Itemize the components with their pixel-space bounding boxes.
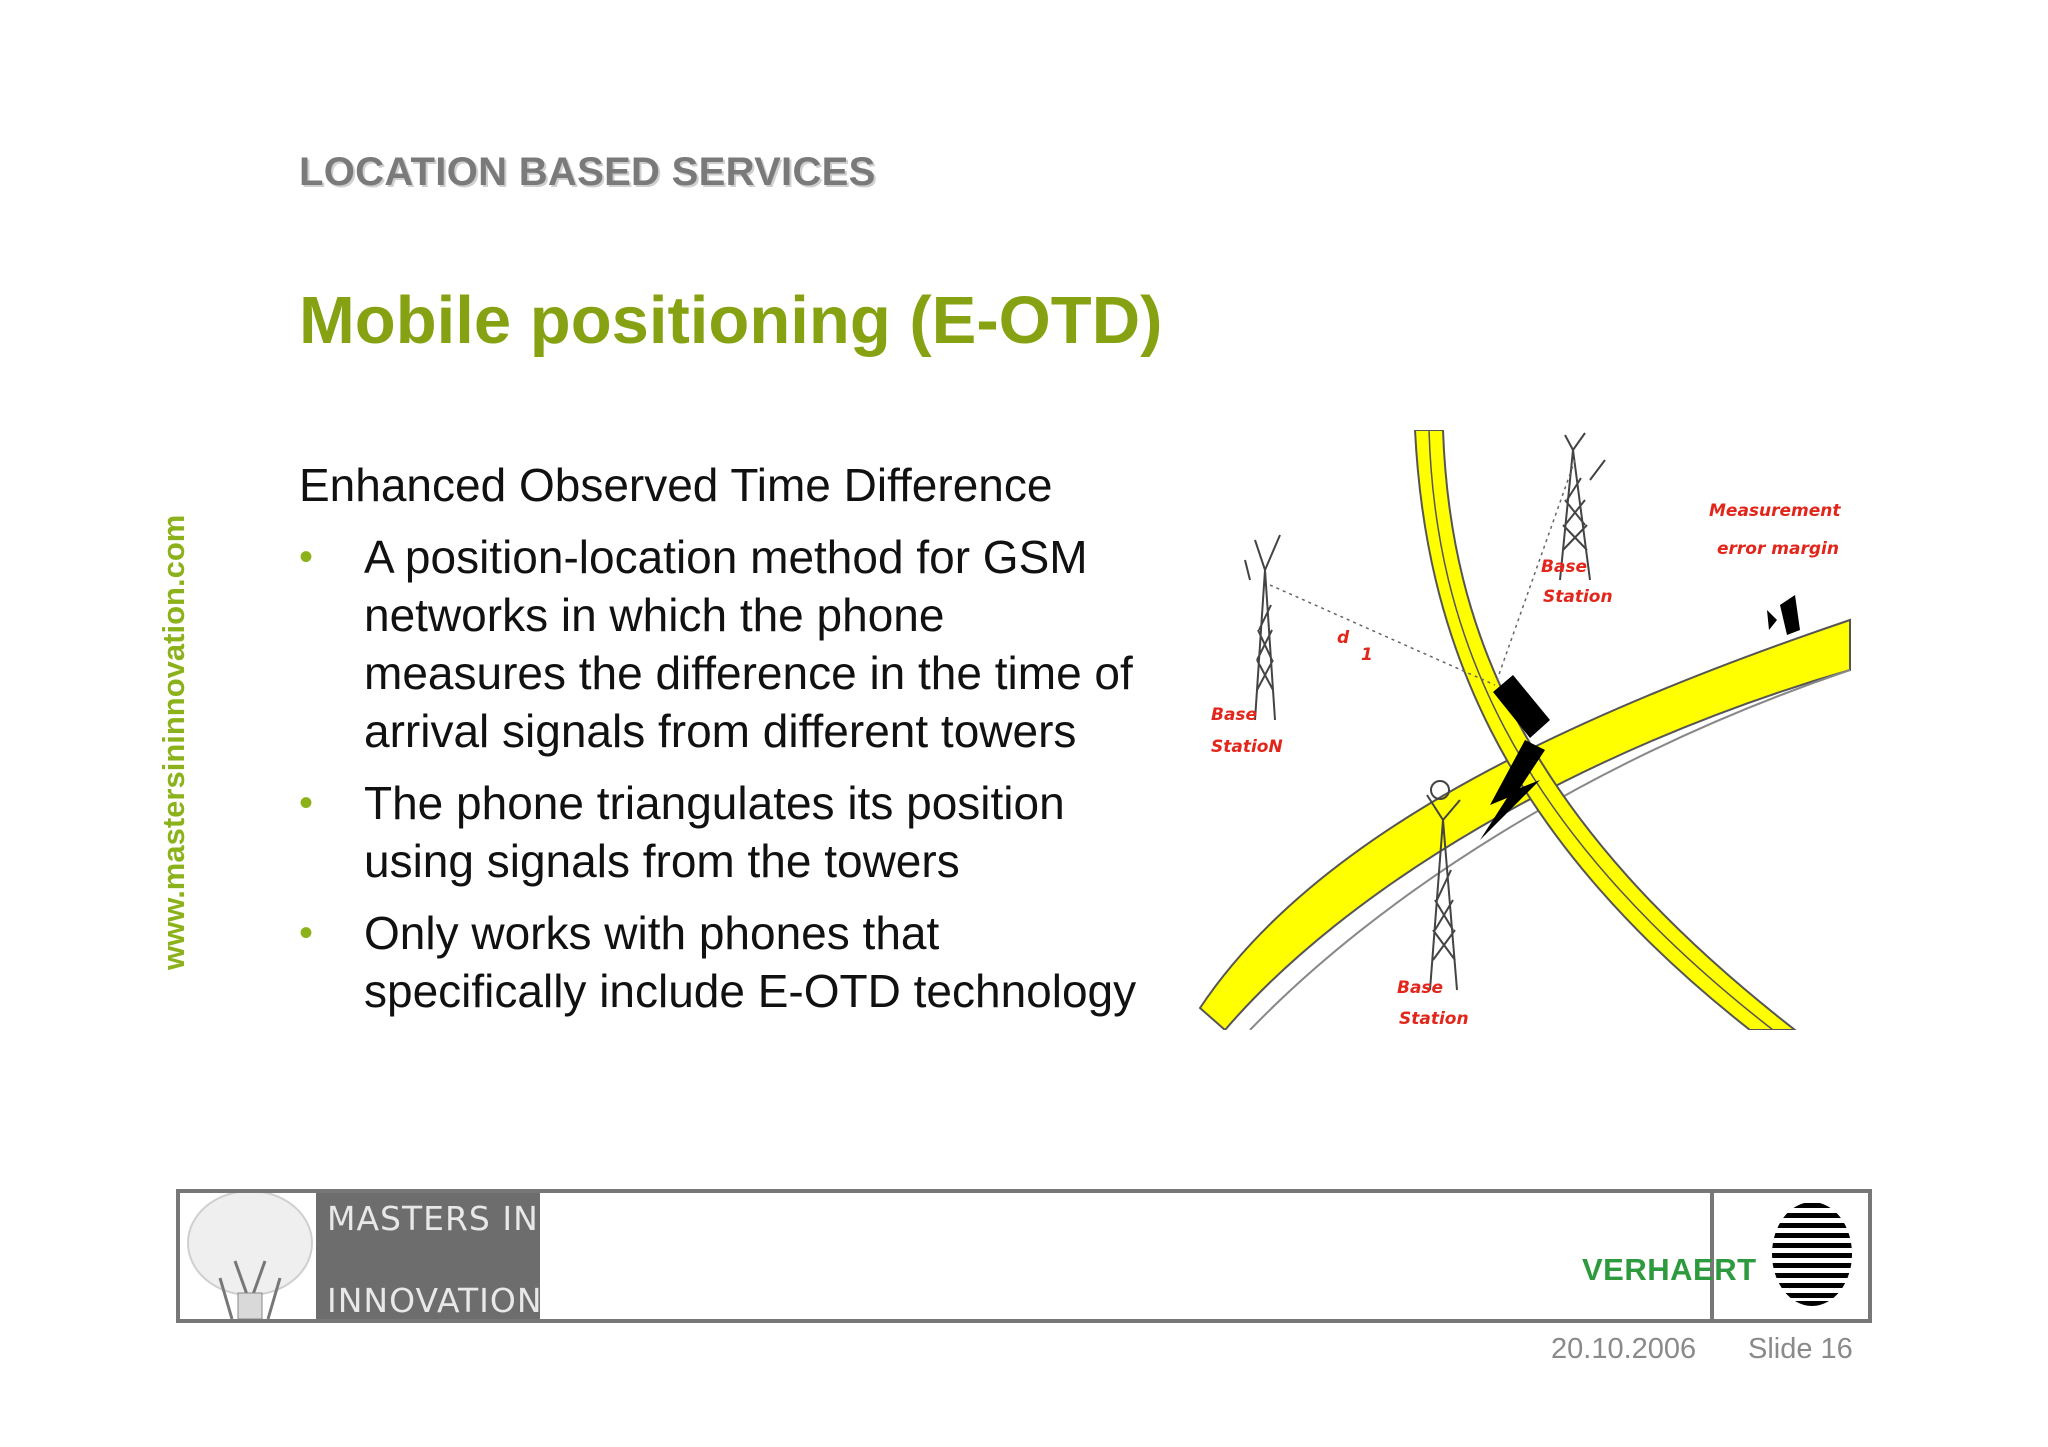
label-bs-left-1: Base: [1211, 705, 1258, 725]
bullet-item: [299, 774, 1159, 890]
slide-number: Slide 16: [1748, 1333, 1853, 1365]
intro-text: Enhanced Observed Time Difference: [299, 459, 1053, 511]
tower-left-icon: [1245, 535, 1280, 720]
label-error-margin: error margin: [1717, 539, 1839, 559]
bullet-item: [299, 528, 1159, 760]
label-one: 1: [1361, 645, 1373, 665]
section-label: LOCATION BASED SERVICES: [299, 150, 876, 194]
label-measurement: Measurement: [1709, 501, 1841, 521]
footer-date: 20.10.2006: [1551, 1333, 1697, 1365]
bullet-text: The phone triangulates its position using signals from the towers: [364, 777, 1065, 887]
bullet-text: Only works with phones that specifically include E-OTD technology: [364, 907, 1137, 1017]
label-bs-left-2: StatioN: [1211, 737, 1283, 757]
lightbulb-icon: [180, 1193, 316, 1319]
masters-in-innovation-logo: [180, 1193, 543, 1320]
signal-band-left-inner: [1250, 670, 1850, 1030]
logo-line-1: MASTERS IN: [327, 1199, 539, 1238]
label-bs-top-1: Base: [1541, 557, 1588, 577]
side-url: www.mastersininnovation.com: [156, 514, 191, 970]
eotd-diagram: [1195, 430, 1855, 1030]
verhaert-logo-text: VERHAERT: [1582, 1252, 1757, 1287]
bullet-icon: •: [299, 535, 314, 579]
label-bs-bottom-2: Station: [1399, 1009, 1469, 1029]
verhaert-logo-icon: [1770, 1199, 1854, 1309]
footer-bar: [176, 1189, 1872, 1323]
bullet-icon: •: [299, 781, 314, 825]
label-bs-bottom-1: Base: [1397, 978, 1444, 998]
logo-line-2: INNOVATION: [327, 1281, 543, 1320]
label-bs-top-2: Station: [1543, 587, 1613, 607]
error-margin-icon: [1767, 595, 1800, 635]
bullet-text: A position-location method for GSM networks in which the phone measures the difference in the time of arrival signals from different towers: [364, 531, 1133, 757]
bullet-icon: •: [299, 911, 314, 955]
bullet-list: [299, 528, 1159, 1020]
body-text: [299, 456, 1159, 1034]
signal-band-left: [1200, 620, 1850, 1030]
slide-title: Mobile positioning (E-OTD): [299, 283, 1163, 358]
label-d: d: [1337, 628, 1350, 648]
bullet-item: [299, 904, 1159, 1020]
